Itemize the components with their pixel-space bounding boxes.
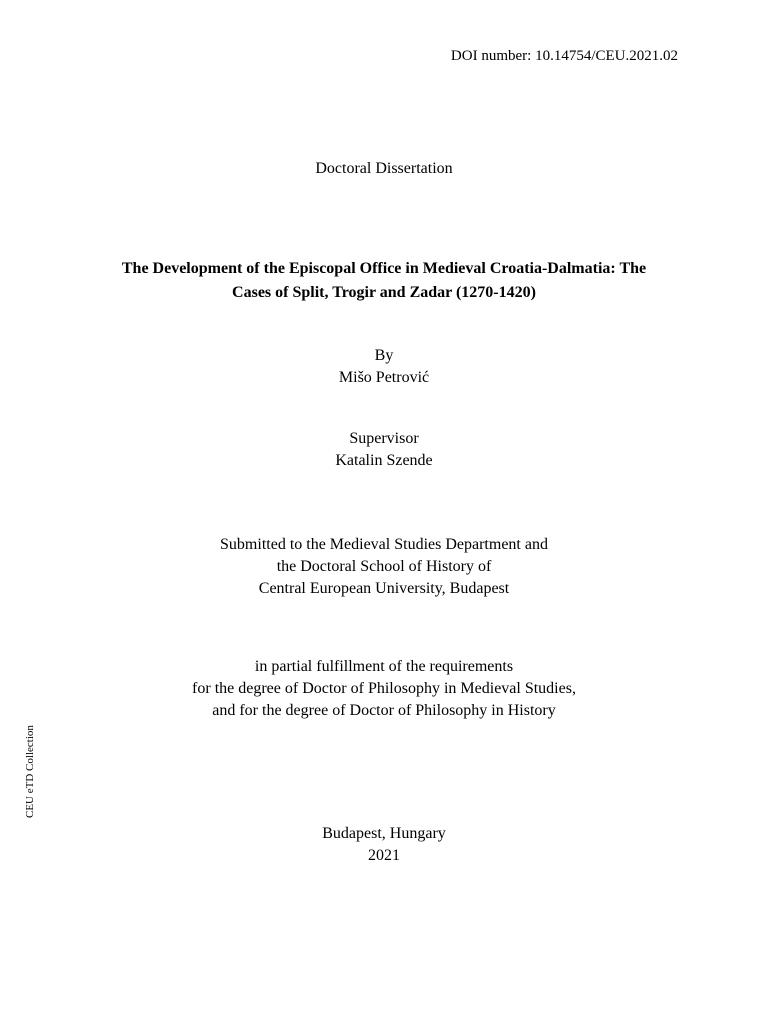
title-line: The Development of the Episcopal Office in Medieval Croatia-Dalmatia: The — [121, 260, 647, 277]
by-label: By — [374, 347, 394, 364]
degree-line: and for the degree of Doctor of Philosophy in History — [212, 702, 556, 719]
degree-line: for the degree of Doctor of Philosophy in Medieval Studies, — [192, 680, 576, 697]
degree-line: in partial fulfillment of the requirements — [254, 658, 514, 675]
doi-number: DOI number: 10.14754/CEU.2021.02 — [450, 48, 678, 64]
supervisor-block — [0, 428, 768, 472]
submission-line: Central European University, Budapest — [258, 580, 510, 597]
year: 2021 — [368, 847, 400, 864]
author-block — [0, 345, 768, 389]
submission-line: the Doctoral School of History of — [276, 558, 492, 575]
supervisor-name: Katalin Szende — [335, 452, 433, 469]
dissertation-title — [0, 257, 768, 305]
supervisor-label: Supervisor — [349, 430, 419, 447]
author-name: Mišo Petrović — [338, 369, 430, 386]
place: Budapest, Hungary — [322, 825, 446, 842]
submission-statement — [0, 534, 768, 600]
title-line: Cases of Split, Trogir and Zadar (1270-1420) — [232, 284, 536, 301]
document-type-text: Doctoral Dissertation — [315, 160, 453, 177]
degree-statement — [0, 656, 768, 722]
place-and-year — [0, 823, 768, 867]
submission-line: Submitted to the Medieval Studies Department and — [220, 536, 548, 553]
collection-watermark: CEU eTD Collection — [24, 725, 36, 818]
document-type — [0, 158, 768, 180]
